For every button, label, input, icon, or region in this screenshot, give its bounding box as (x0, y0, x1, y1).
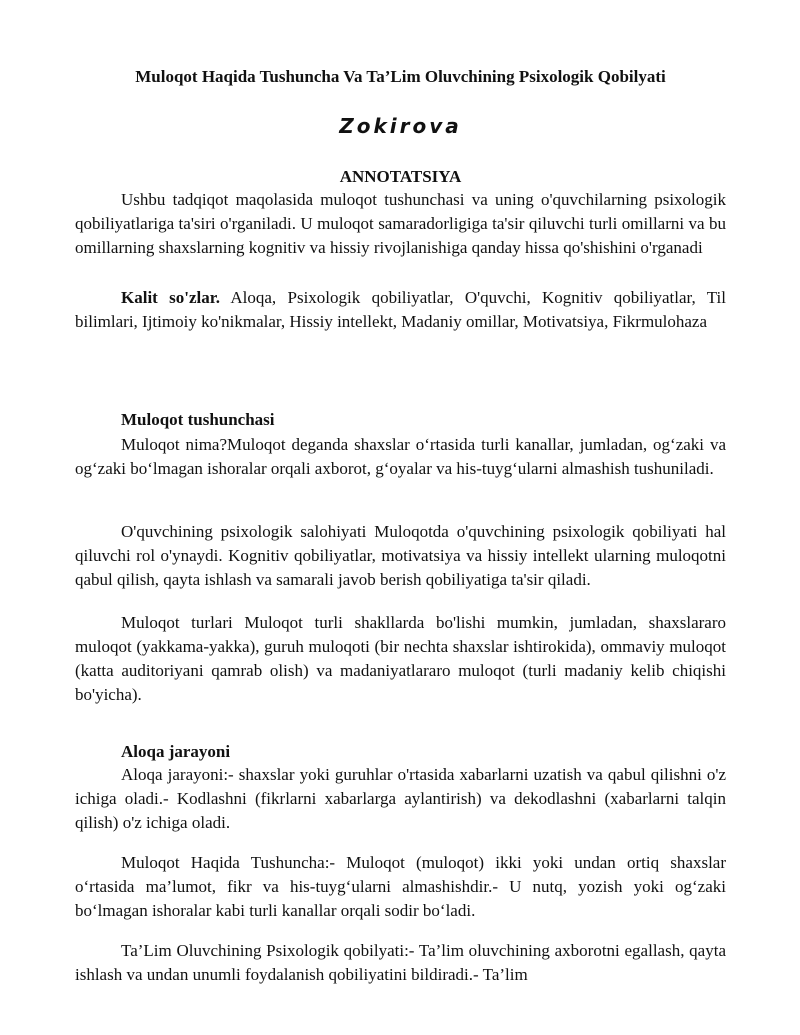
body-paragraph: Aloqa jarayoni:- shaxslar yoki guruhlar o'rtasida xabarlarni uzatish va qabul qilishni o'z ichiga oladi.- Kodlashni (fikrlarni xabarlarga aylantirish) va dekodlashni (xabarlarni talqin qilish) o'z ichiga oladi. (75, 765, 726, 832)
section-heading: Aloqa jarayoni (121, 742, 231, 761)
body-paragraph: Muloqot nima?Muloqot deganda shaxslar o‘rtasida turli kanallar, jumladan, og‘zaki va og‘zaki bo‘lmagan ishoralar orqali axborot, g‘oyalar va his-tuyg‘ularni almashish tushuniladi. (75, 435, 726, 478)
document-title: Muloqot Haqida Tushuncha Va Ta’Lim Oluvchining Psixologik Qobilyati (135, 67, 666, 86)
keywords-label: Kalit so'zlar. (121, 288, 220, 307)
keywords-text: Aloqa, Psixologik qobiliyatlar, O'quvchi, Kognitiv qobiliyatlar, Til bilimlari, Ijtimoiy ko'nikmalar, Hissiy intellekt, Madaniy omillar, Motivatsiya, Fikrmulohaza (75, 288, 726, 331)
author-name: Zokirova (339, 114, 462, 138)
body-paragraph: Muloqot Haqida Tushuncha:- Muloqot (muloqot) ikki yoki undan ortiq shaxslar o‘rtasida ma’lumot, fikr va his-tuyg‘ularni almashishdir.- U nutq, yozish yoki og‘zaki bo‘lmagan ishoralar kabi turli kanallar orqali sodir bo‘ladi. (75, 853, 726, 920)
keywords-paragraph (75, 286, 726, 334)
abstract-heading: ANNOTATSIYA (339, 167, 462, 186)
body-paragraph: Ta’Lim Oluvchining Psixologik qobilyati:- Ta’lim oluvchining axborotni egallash, qayta ishlash va undan unumli foydalanish qobiliyatini bildiradi.- Ta’lim (75, 941, 726, 984)
abstract-paragraph: Ushbu tadqiqot maqolasida muloqot tushunchasi va uning o'quvchilarning psixologik qobiliyatlariga ta'siri o'rganiladi. U muloqot samaradorligiga ta'sir qiluvchi turli omillarni va bu omillarning shaxslarning kognitiv va hissiy rivojlanishiga qanday hissa qo'shishini o'rganadi (75, 190, 726, 257)
body-paragraph: O'quvchining psixologik salohiyati Muloqotda o'quvchining psixologik qobiliyati hal qiluvchi rol o'ynaydi. Kognitiv qobiliyatlar, motivatsiya va hissiy intellekt ularning muloqotni qabul qilish, qayta ishlash va samarali javob berish qobiliyatiga ta'sir qiladi. (75, 522, 726, 589)
section-heading: Muloqot tushunchasi (121, 410, 275, 429)
body-paragraph: Muloqot turlari Muloqot turli shakllarda bo'lishi mumkin, jumladan, shaxslararo muloqot (yakkama-yakka), guruh muloqoti (bir nechta shaxslar ishtirokida), ommaviy muloqot (katta auditoriyani qamrab olish) va madaniyatlararo muloqot (turli madaniy kelib chiqishi bo'yicha). (75, 613, 726, 704)
